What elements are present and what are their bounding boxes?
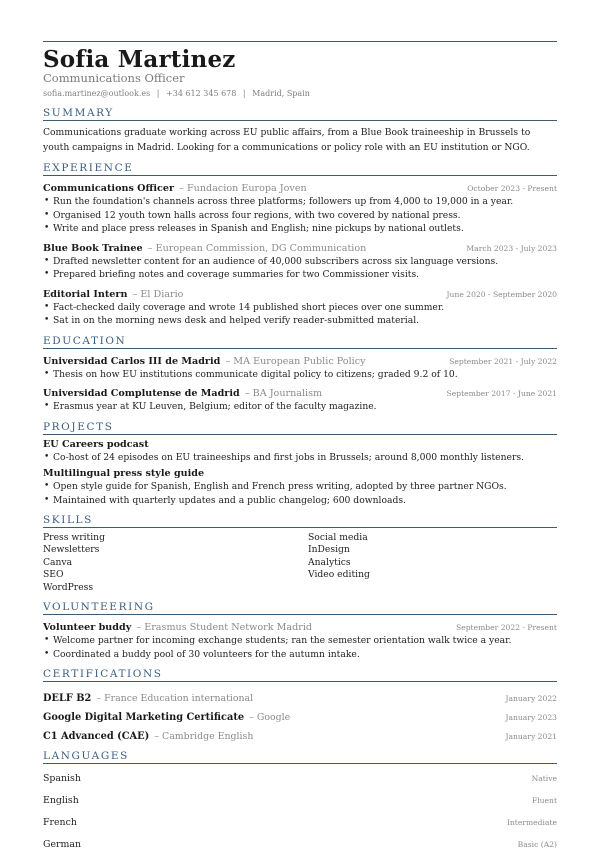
- section-heading: VOLUNTEERING: [43, 601, 557, 615]
- section-heading: EDUCATION: [43, 335, 557, 349]
- experience-entry: Editorial Intern – El Diario June 2020 - September 2020 • Fact-checked daily coverage and wrote 14 published short pieces over one summer. • Sat in on the morning news desk and helped verify reader-submitted material.: [43, 286, 557, 328]
- section-heading: PROJECTS: [43, 421, 557, 435]
- language-row: [43, 790, 557, 812]
- language-level: Intermediate: [506, 818, 557, 828]
- entry-title: Communications Officer: [43, 183, 175, 194]
- section-heading: CERTIFICATIONS: [43, 668, 557, 682]
- experience-entry: Blue Book Trainee – European Commission, DG Communication March 2023 - July 2023 • Drafted newsletter content for an audience of 40,000 subscribers across six language versions. • Prepared briefing notes and coverage summaries for two Commissioner visits.: [43, 240, 557, 282]
- language-name: French: [43, 817, 77, 829]
- certification-date: January 2022: [505, 694, 557, 704]
- entry-dates: October 2023 - Present: [467, 184, 557, 193]
- skill-item: Press writing: [43, 532, 105, 543]
- section-heading: EXPERIENCE: [43, 162, 557, 176]
- volunteering-section: [43, 601, 557, 661]
- language-row: [43, 768, 557, 790]
- entry-degree: MA European Public Policy: [233, 355, 366, 367]
- bullet-item: • Drafted newsletter content for an audience of 40,000 subscribers across six language versions.: [43, 255, 557, 269]
- volunteering-entry: Volunteer buddy – Erasmus Student Network Madrid September 2022 - Present • Welcome partner for incoming exchange students; ran the semester orientation walk twice a year. • Coordinated a buddy pool of 30 volunteers for the autumn intake.: [43, 619, 557, 661]
- entry-title: EU Careers podcast: [43, 438, 149, 450]
- language-name: German: [43, 839, 82, 851]
- skill-item: Newsletters: [43, 544, 100, 556]
- language-name: Spanish: [43, 773, 81, 785]
- entry-dates: September 2017 - June 2021: [446, 389, 557, 398]
- bullet-item: • Prepared briefing notes and coverage summaries for two Commissioner visits.: [43, 268, 557, 282]
- projects-section: [43, 421, 557, 508]
- entry-dates: September 2022 - Present: [456, 623, 557, 633]
- skills-section: [43, 514, 557, 594]
- certification-issuer: Google: [256, 712, 291, 724]
- entry-organization: European Commission, DG Communication: [155, 242, 367, 254]
- bullet-item: • Fact-checked daily coverage and wrote 14 published short pieces over one summer.: [43, 301, 557, 315]
- language-row: [43, 834, 557, 856]
- summary-section: [43, 107, 557, 155]
- bullet-item: • Maintained with quarterly updates and a public changelog; 600 downloads.: [43, 494, 557, 508]
- contact-location: Madrid, Spain: [252, 89, 310, 98]
- entry-title: Multilingual press style guide: [43, 468, 205, 479]
- contact-email: sofia.martinez@outlook.es: [43, 89, 151, 98]
- certification-row: Google Digital Marketing Certificate – Google January 2023: [43, 705, 557, 724]
- bullet-item: • Co-host of 24 episodes on EU traineeships and first jobs in Brussels; around 8,000 monthly listeners.: [43, 451, 557, 465]
- contact-line: [43, 88, 557, 100]
- skills-column: [308, 532, 557, 594]
- bullet-item: • Write and place press releases in Spanish and English; nine pickups by national outlets.: [43, 222, 557, 236]
- contact-separator: |: [156, 89, 160, 98]
- skill-item: InDesign: [308, 544, 350, 556]
- certification-date: January 2023: [505, 713, 557, 723]
- language-name: English: [43, 795, 79, 807]
- entry-organization: Fundacion Europa Joven: [187, 183, 307, 194]
- certification-name: DELF B2: [43, 693, 92, 705]
- entry-title: Editorial Intern: [43, 288, 128, 300]
- skill-item: Social media: [308, 532, 368, 543]
- experience-entry: Communications Officer – Fundacion Europa Joven October 2023 - Present • Run the foundation's channels across three platforms; followers up from 4,000 to 19,000 in a year. • Organised 12 youth town halls across four regions, with two covered by national press. • Write and place press releases in Spanish and English; nine pickups by national outlets.: [43, 180, 557, 236]
- language-level: Basic (A2): [517, 840, 557, 850]
- bullet-item: • Thesis on how EU institutions communicate digital policy to citizens; graded 9.2 of 10.: [43, 368, 557, 382]
- entry-dates: September 2021 - July 2022: [449, 356, 557, 366]
- bullet-item: • Sat in on the morning news desk and helped verify reader-submitted material.: [43, 314, 557, 328]
- entry-dates: March 2023 - July 2023: [466, 243, 557, 253]
- language-row: [43, 812, 557, 834]
- skills-column: [43, 532, 308, 594]
- contact-phone: +34 612 345 678: [166, 89, 237, 98]
- skill-item: WordPress: [43, 581, 94, 593]
- education-entry: Universidad Carlos III de Madrid – MA European Public Policy September 2021 - July 2022 • Thesis on how EU institutions communicate digital policy to citizens; graded 9.2 of 10.: [43, 353, 557, 382]
- language-level: Fluent: [531, 796, 557, 806]
- bullet-item: • Organised 12 youth town halls across four regions, with two covered by national press.: [43, 209, 557, 223]
- bullet-item: • Coordinated a buddy pool of 30 volunteers for the autumn intake.: [43, 648, 557, 662]
- contact-separator: |: [242, 89, 246, 98]
- certifications-section: [43, 668, 557, 743]
- section-heading: SUMMARY: [43, 107, 557, 121]
- section-heading: SKILLS: [43, 514, 557, 528]
- certification-date: January 2021: [505, 732, 557, 742]
- project-entry: [43, 439, 557, 465]
- certification-name: Google Digital Marketing Certificate: [43, 712, 245, 724]
- entry-title: Universidad Carlos III de Madrid: [43, 355, 221, 367]
- skill-item: Video editing: [308, 569, 370, 581]
- resume-page: [43, 41, 557, 856]
- project-entry: [43, 468, 557, 507]
- skills-grid: [43, 532, 557, 594]
- entry-degree: BA Journalism: [252, 388, 323, 399]
- certification-name: C1 Advanced (CAE): [43, 731, 150, 743]
- certification-issuer: Cambridge English: [162, 731, 254, 743]
- entry-title: Universidad Complutense de Madrid: [43, 388, 240, 399]
- bullet-item: • Erasmus year at KU Leuven, Belgium; editor of the faculty magazine.: [43, 400, 557, 414]
- language-level: Native: [531, 774, 557, 784]
- entry-title: Blue Book Trainee: [43, 242, 143, 254]
- certification-issuer: France Education international: [104, 693, 254, 705]
- bullet-item: • Welcome partner for incoming exchange students; ran the semester orientation walk twice a year.: [43, 634, 557, 648]
- skill-item: Canva: [43, 556, 73, 568]
- candidate-title: Communications Officer: [43, 71, 185, 85]
- skill-item: Analytics: [308, 556, 351, 568]
- certification-row: DELF B2 – France Education international January 2022: [43, 686, 557, 705]
- entry-dates: June 2020 - September 2020: [446, 289, 557, 299]
- certification-row: C1 Advanced (CAE) – Cambridge English January 2021: [43, 724, 557, 743]
- bullet-item: • Run the foundation's channels across three platforms; followers up from 4,000 to 19,000 in a year.: [43, 195, 557, 209]
- skill-item: SEO: [43, 569, 64, 581]
- section-heading: LANGUAGES: [43, 750, 557, 764]
- languages-section: [43, 750, 557, 856]
- top-rule: [43, 41, 557, 42]
- entry-title: Volunteer buddy: [43, 622, 132, 634]
- entry-organization: El Diario: [140, 288, 184, 300]
- resume-header: [43, 48, 557, 100]
- entry-organization: Erasmus Student Network Madrid: [144, 622, 313, 634]
- bullet-item: • Open style guide for Spanish, English and French press writing, adopted by three partner NGOs.: [43, 480, 557, 494]
- experience-section: [43, 162, 557, 328]
- education-section: [43, 335, 557, 414]
- summary-text: Communications graduate working across EU public affairs, from a Blue Book traineeship in Brussels to youth campaigns in Madrid. Looking for a communications or policy role with an EU institution or NGO.: [43, 127, 531, 153]
- candidate-name: Sofia Martinez: [43, 46, 236, 73]
- education-entry: Universidad Complutense de Madrid – BA Journalism September 2017 - June 2021 • Erasmus year at KU Leuven, Belgium; editor of the faculty magazine.: [43, 385, 557, 414]
